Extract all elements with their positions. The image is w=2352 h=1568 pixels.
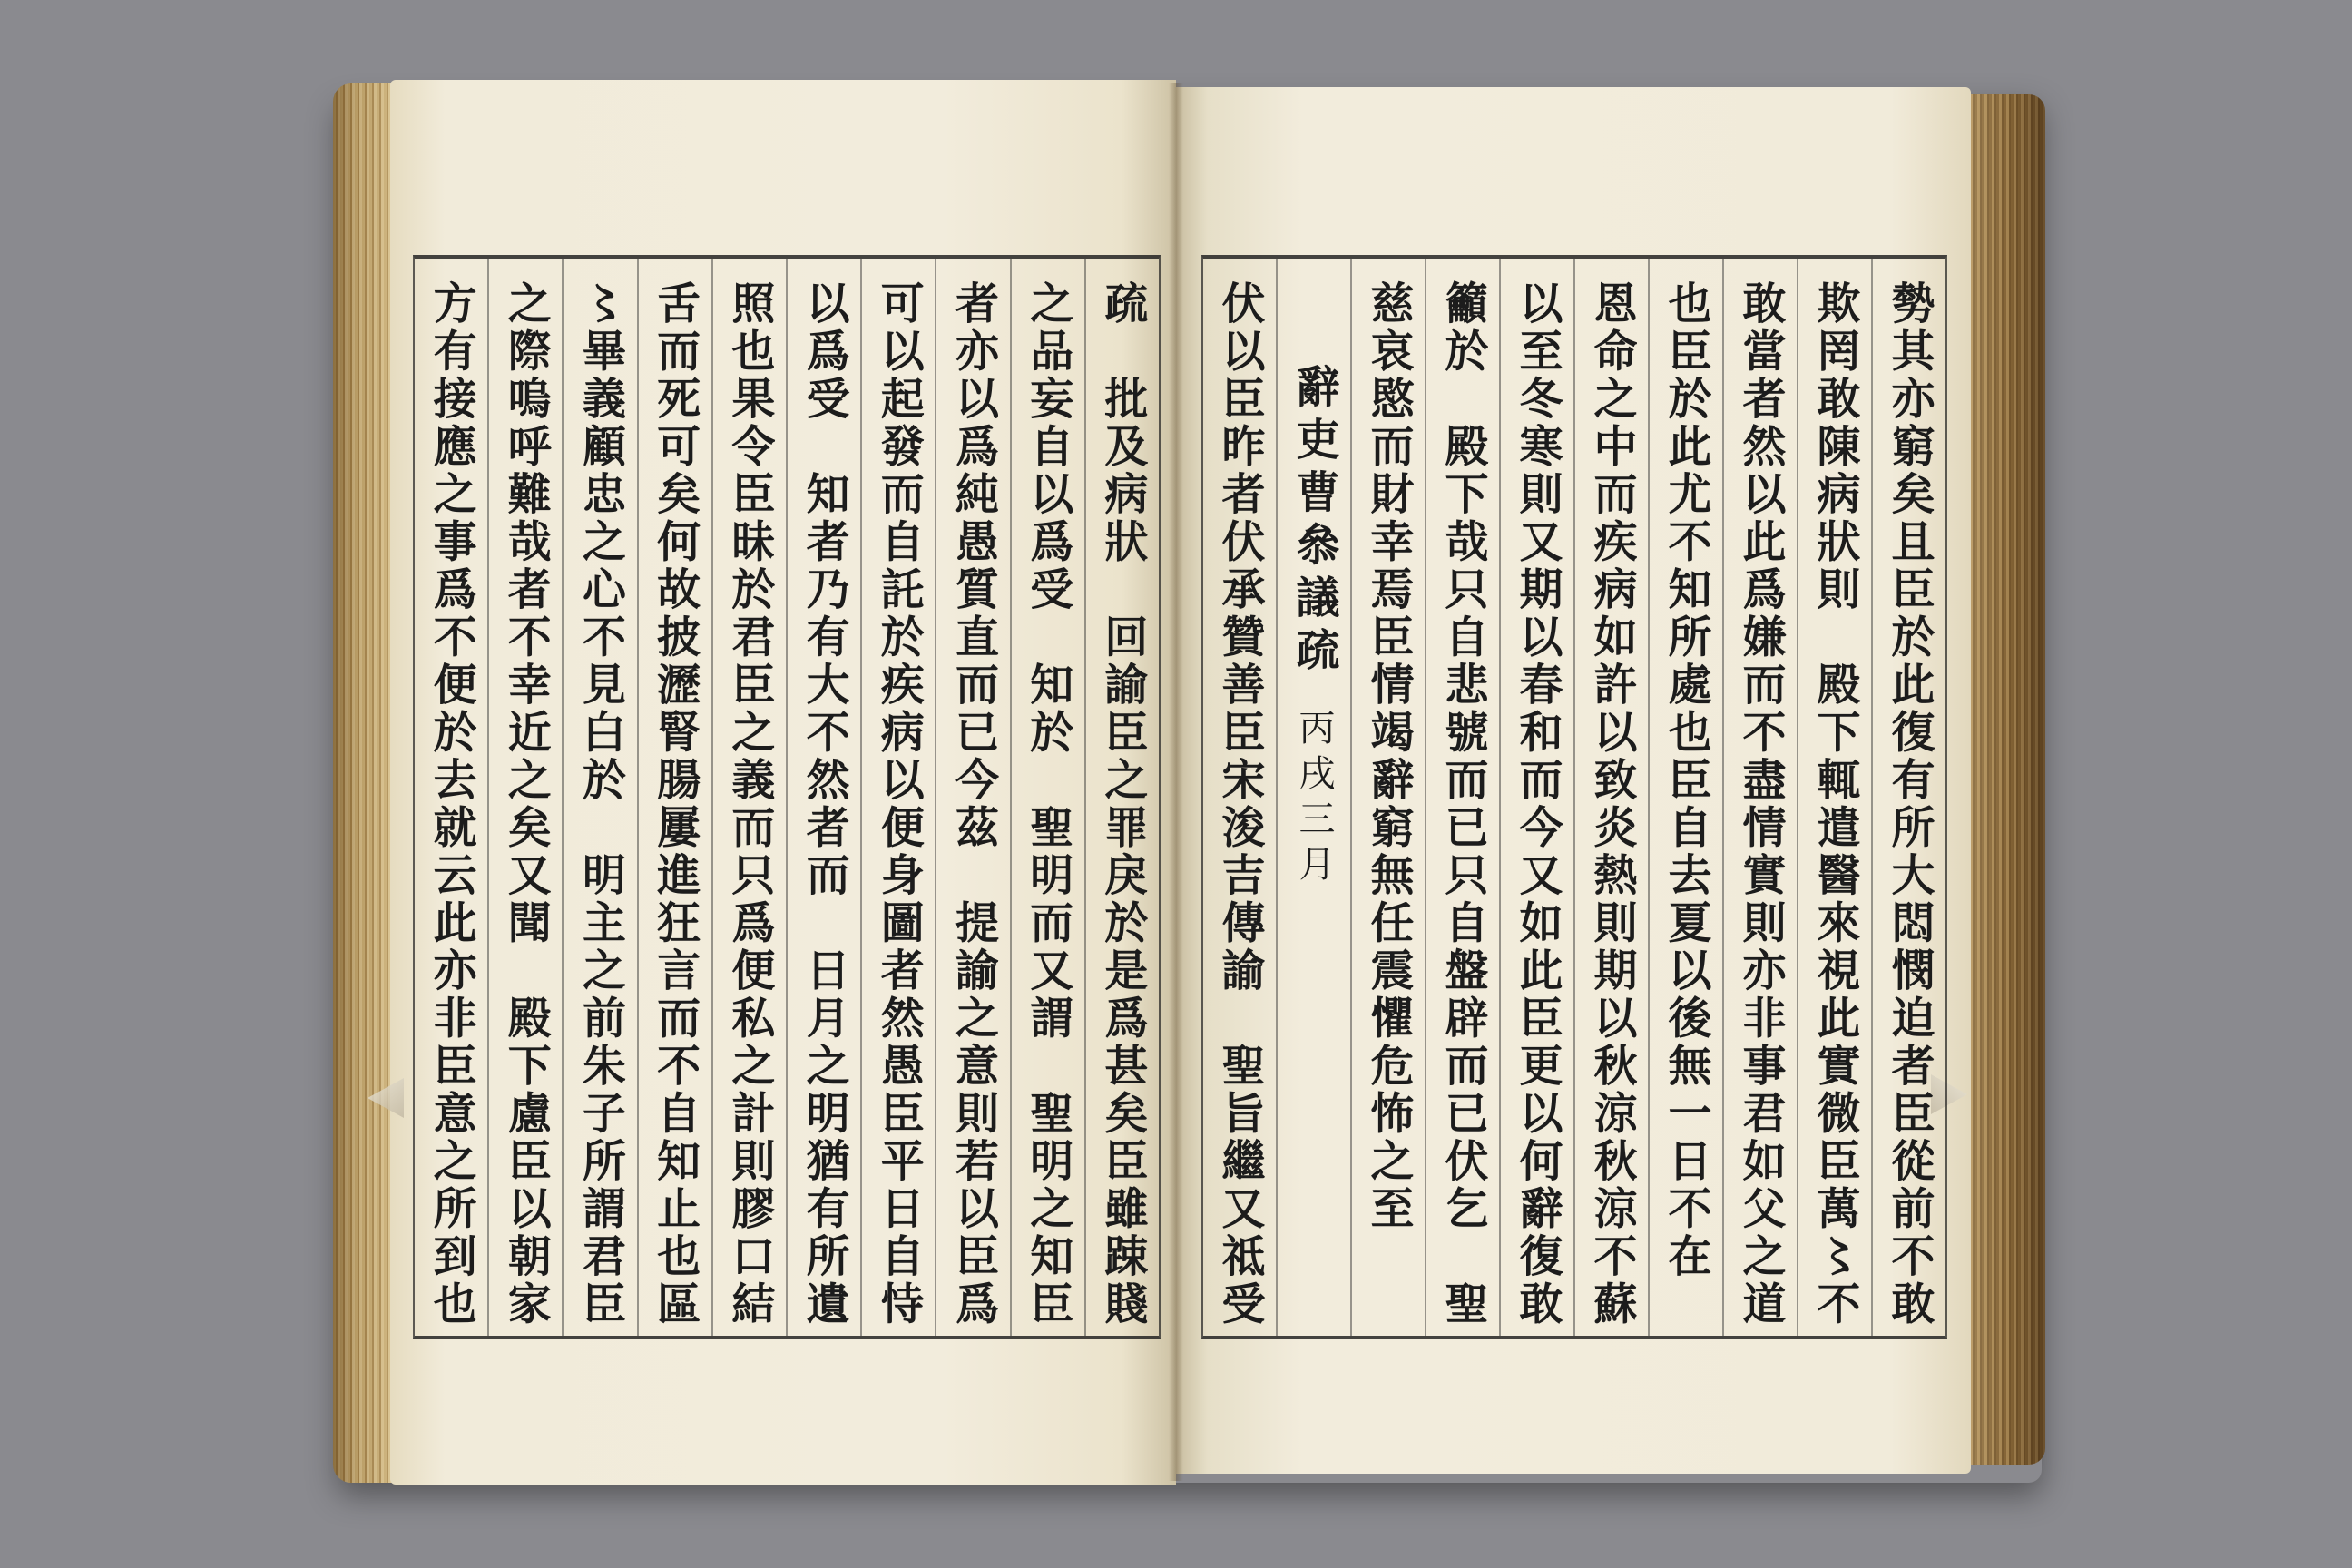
column-text: 舌而死可矣何故披瀝腎腸屢進狂言而不自知止也區	[649, 280, 701, 1328]
text-column	[860, 259, 935, 1336]
column-text: 敢當者然以此爲嫌而不盡情實則亦非事君如父之道	[1735, 280, 1786, 1328]
text-column	[1499, 259, 1573, 1336]
column-text: 以至冬寒則又期以春和而今又如此臣更以何辭復敢	[1512, 280, 1563, 1328]
column-text: 恩命之中而疾病如許以致炎熱則期以秋涼秋涼不蘇	[1586, 280, 1637, 1328]
column-text: 可以起發而自託於疾病以便身圖者然愚臣平日自恃	[873, 280, 925, 1328]
text-column	[1648, 259, 1722, 1336]
text-column	[1350, 259, 1425, 1336]
column-text: 之品妄自以爲受 知於 聖明而又謂 聖明之知臣	[1022, 280, 1073, 1328]
text-column	[1010, 259, 1084, 1336]
memorial-date: 丙戌三月	[1293, 709, 1335, 890]
text-column	[1722, 259, 1797, 1336]
text-column	[786, 259, 860, 1336]
text-column	[562, 259, 636, 1336]
text-column	[711, 259, 786, 1336]
heading-column	[1276, 259, 1350, 1336]
column-text: 伏以臣昨者伏承贊善臣宋浚吉傳諭 聖旨繼又祗受	[1214, 280, 1265, 1328]
text-column	[415, 259, 487, 1336]
text-column	[637, 259, 711, 1336]
column-text: 也臣於此尤不知所處也臣自去夏以後無一日不在	[1661, 280, 1711, 1281]
column-text: 疏 批及病狀 回諭臣之罪戾於是爲甚矣臣雖踈賤	[1096, 280, 1148, 1328]
column-text: 〻畢義顧忠之心不見白於 明主之前朱子所謂君臣	[574, 280, 626, 1328]
text-column	[935, 259, 1009, 1336]
right-fore-edge	[1960, 94, 2045, 1465]
text-column	[1084, 259, 1159, 1336]
left-page-text-frame	[413, 255, 1161, 1339]
memorial-title: 辭吏曹叅議疏	[1289, 364, 1339, 680]
book-gutter	[1169, 83, 1183, 1481]
column-text: 籲於 殿下哉只自悲號而已只自盤辟而已伏乞 聖	[1437, 280, 1488, 1328]
text-column	[1203, 259, 1276, 1336]
text-column	[1871, 259, 1945, 1336]
right-page-text-frame	[1201, 255, 1947, 1339]
text-column	[1797, 259, 1871, 1336]
column-text: 照也果令臣昧於君臣之義而只爲便私之計則膠口結	[723, 280, 775, 1328]
column-text: 慈哀愍而財幸焉臣情竭辭窮無任震懼危怖之至	[1363, 280, 1414, 1233]
column-text: 者亦以爲純愚質直而已今茲 提諭之意則若以臣爲	[947, 280, 999, 1328]
column-text: 方有接應之事爲不便於去就云此亦非臣意之所到也	[426, 280, 477, 1328]
column-text: 以爲受 知者乃有大不然者而 日月之明猶有所遺	[799, 280, 850, 1328]
text-column	[1425, 259, 1499, 1336]
column-text: 之際嗚呼難哉者不幸近之矣又聞 殿下慮臣以朝家	[500, 280, 552, 1328]
text-column	[487, 259, 562, 1336]
column-text: 欺罔敢陳病狀則 殿下輒遣醫來視此實微臣萬〻不	[1809, 280, 1860, 1328]
column-text: 勢其亦窮矣且臣於此復有所大悶憫迫者臣從前不敢	[1884, 280, 1935, 1328]
text-column	[1573, 259, 1648, 1336]
